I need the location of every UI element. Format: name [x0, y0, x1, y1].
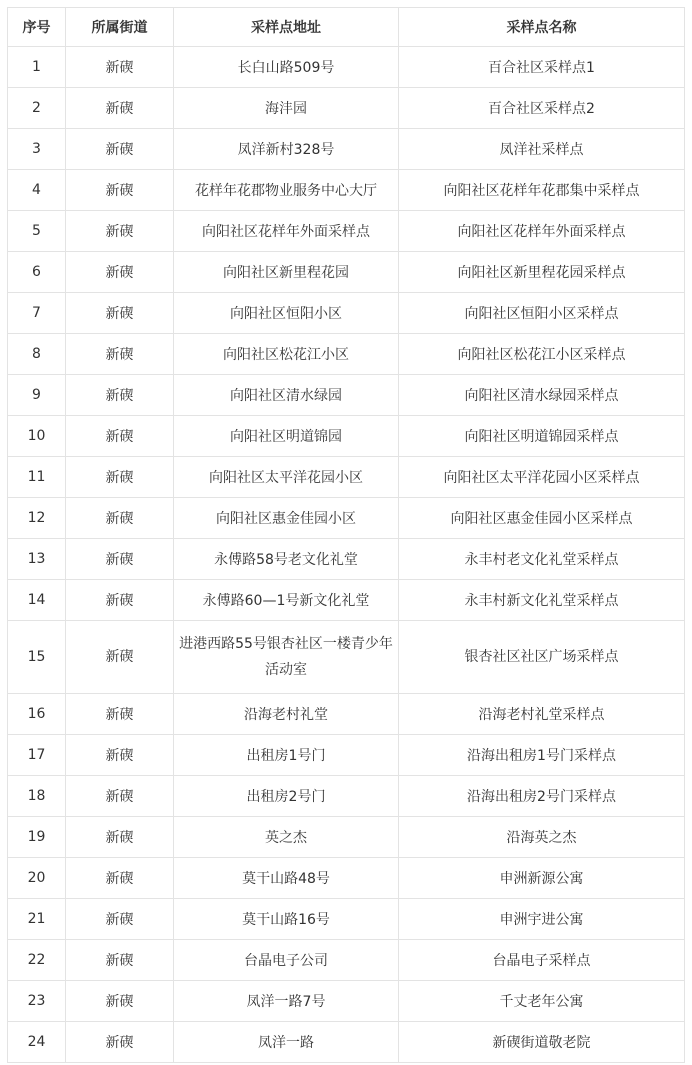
cell-street: 新碶 — [66, 457, 174, 498]
table-row — [8, 498, 685, 539]
cell-site-name: 沿海出租房2号门采样点 — [399, 776, 685, 817]
cell-address: 向阳社区花样年外面采样点 — [174, 211, 399, 252]
cell-street: 新碶 — [66, 498, 174, 539]
cell-street: 新碶 — [66, 694, 174, 735]
cell-index: 9 — [8, 375, 66, 416]
cell-index: 12 — [8, 498, 66, 539]
table-row — [8, 334, 685, 375]
cell-address: 长白山路509号 — [174, 47, 399, 88]
cell-address: 永傅路60—1号新文化礼堂 — [174, 580, 399, 621]
cell-site-name: 向阳社区恒阳小区采样点 — [399, 293, 685, 334]
cell-index: 22 — [8, 940, 66, 981]
cell-site-name: 凤洋社采样点 — [399, 129, 685, 170]
cell-index: 14 — [8, 580, 66, 621]
header-site-name: 采样点名称 — [399, 8, 685, 47]
cell-site-name: 沿海出租房1号门采样点 — [399, 735, 685, 776]
table-row — [8, 539, 685, 580]
header-street: 所属街道 — [66, 8, 174, 47]
table-row — [8, 899, 685, 940]
cell-street: 新碶 — [66, 293, 174, 334]
cell-street: 新碶 — [66, 416, 174, 457]
cell-site-name: 永丰村老文化礼堂采样点 — [399, 539, 685, 580]
cell-street: 新碶 — [66, 621, 174, 694]
table-row — [8, 981, 685, 1022]
cell-index: 2 — [8, 88, 66, 129]
cell-street: 新碶 — [66, 129, 174, 170]
cell-index: 21 — [8, 899, 66, 940]
cell-site-name: 向阳社区太平洋花园小区采样点 — [399, 457, 685, 498]
cell-index: 17 — [8, 735, 66, 776]
table-row — [8, 858, 685, 899]
table-row — [8, 776, 685, 817]
cell-site-name: 向阳社区花样年外面采样点 — [399, 211, 685, 252]
cell-index: 4 — [8, 170, 66, 211]
cell-address: 向阳社区新里程花园 — [174, 252, 399, 293]
cell-site-name: 永丰村新文化礼堂采样点 — [399, 580, 685, 621]
cell-street: 新碶 — [66, 252, 174, 293]
sampling-points-table — [7, 7, 685, 1063]
cell-site-name: 向阳社区惠金佳园小区采样点 — [399, 498, 685, 539]
cell-street: 新碶 — [66, 580, 174, 621]
table-row — [8, 940, 685, 981]
table-row — [8, 580, 685, 621]
cell-street: 新碶 — [66, 375, 174, 416]
table-row — [8, 170, 685, 211]
cell-street: 新碶 — [66, 170, 174, 211]
cell-index: 6 — [8, 252, 66, 293]
cell-street: 新碶 — [66, 899, 174, 940]
cell-index: 11 — [8, 457, 66, 498]
cell-address: 向阳社区惠金佳园小区 — [174, 498, 399, 539]
cell-street: 新碶 — [66, 539, 174, 580]
cell-street: 新碶 — [66, 817, 174, 858]
cell-index: 18 — [8, 776, 66, 817]
cell-address: 向阳社区松花江小区 — [174, 334, 399, 375]
cell-address: 花样年花郡物业服务中心大厅 — [174, 170, 399, 211]
cell-index: 8 — [8, 334, 66, 375]
cell-street: 新碶 — [66, 735, 174, 776]
cell-site-name: 台晶电子采样点 — [399, 940, 685, 981]
cell-street: 新碶 — [66, 1022, 174, 1063]
table-row — [8, 694, 685, 735]
cell-site-name: 百合社区采样点2 — [399, 88, 685, 129]
cell-address: 向阳社区清水绿园 — [174, 375, 399, 416]
table-row — [8, 621, 685, 694]
cell-site-name: 向阳社区新里程花园采样点 — [399, 252, 685, 293]
cell-address: 向阳社区恒阳小区 — [174, 293, 399, 334]
cell-site-name: 向阳社区松花江小区采样点 — [399, 334, 685, 375]
table-row — [8, 293, 685, 334]
cell-address: 永傅路58号老文化礼堂 — [174, 539, 399, 580]
cell-address: 凤洋新村328号 — [174, 129, 399, 170]
table-row — [8, 735, 685, 776]
cell-street: 新碶 — [66, 88, 174, 129]
cell-index: 13 — [8, 539, 66, 580]
cell-address: 凤洋一路 — [174, 1022, 399, 1063]
cell-site-name: 沿海老村礼堂采样点 — [399, 694, 685, 735]
cell-address: 向阳社区太平洋花园小区 — [174, 457, 399, 498]
cell-index: 23 — [8, 981, 66, 1022]
cell-address: 出租房1号门 — [174, 735, 399, 776]
cell-address: 台晶电子公司 — [174, 940, 399, 981]
table-row — [8, 211, 685, 252]
table-row — [8, 47, 685, 88]
cell-index: 15 — [8, 621, 66, 694]
cell-address: 沿海老村礼堂 — [174, 694, 399, 735]
cell-index: 20 — [8, 858, 66, 899]
cell-site-name: 沿海英之杰 — [399, 817, 685, 858]
cell-site-name: 新碶街道敬老院 — [399, 1022, 685, 1063]
table-row — [8, 88, 685, 129]
cell-address: 海沣园 — [174, 88, 399, 129]
cell-site-name: 百合社区采样点1 — [399, 47, 685, 88]
cell-street: 新碶 — [66, 47, 174, 88]
cell-index: 24 — [8, 1022, 66, 1063]
cell-index: 5 — [8, 211, 66, 252]
cell-index: 10 — [8, 416, 66, 457]
cell-address: 莫干山路48号 — [174, 858, 399, 899]
cell-index: 3 — [8, 129, 66, 170]
table-row — [8, 252, 685, 293]
table-row — [8, 129, 685, 170]
table-row — [8, 457, 685, 498]
header-index: 序号 — [8, 8, 66, 47]
cell-site-name: 向阳社区花样年花郡集中采样点 — [399, 170, 685, 211]
cell-index: 7 — [8, 293, 66, 334]
cell-index: 19 — [8, 817, 66, 858]
header-address: 采样点地址 — [174, 8, 399, 47]
cell-street: 新碶 — [66, 981, 174, 1022]
table-header-row — [8, 8, 685, 47]
cell-address: 进港西路55号银杏社区一楼青少年活动室 — [174, 621, 399, 694]
cell-street: 新碶 — [66, 858, 174, 899]
cell-site-name: 申洲宇进公寓 — [399, 899, 685, 940]
cell-street: 新碶 — [66, 334, 174, 375]
table-row — [8, 1022, 685, 1063]
cell-index: 16 — [8, 694, 66, 735]
table-row — [8, 817, 685, 858]
cell-site-name: 向阳社区清水绿园采样点 — [399, 375, 685, 416]
table-row — [8, 375, 685, 416]
cell-site-name: 申洲新源公寓 — [399, 858, 685, 899]
cell-street: 新碶 — [66, 940, 174, 981]
cell-index: 1 — [8, 47, 66, 88]
cell-street: 新碶 — [66, 776, 174, 817]
table-row — [8, 416, 685, 457]
cell-site-name: 银杏社区社区广场采样点 — [399, 621, 685, 694]
cell-site-name: 千丈老年公寓 — [399, 981, 685, 1022]
cell-address: 莫干山路16号 — [174, 899, 399, 940]
cell-address: 英之杰 — [174, 817, 399, 858]
cell-address: 向阳社区明道锦园 — [174, 416, 399, 457]
cell-address: 出租房2号门 — [174, 776, 399, 817]
cell-address: 凤洋一路7号 — [174, 981, 399, 1022]
cell-street: 新碶 — [66, 211, 174, 252]
cell-site-name: 向阳社区明道锦园采样点 — [399, 416, 685, 457]
